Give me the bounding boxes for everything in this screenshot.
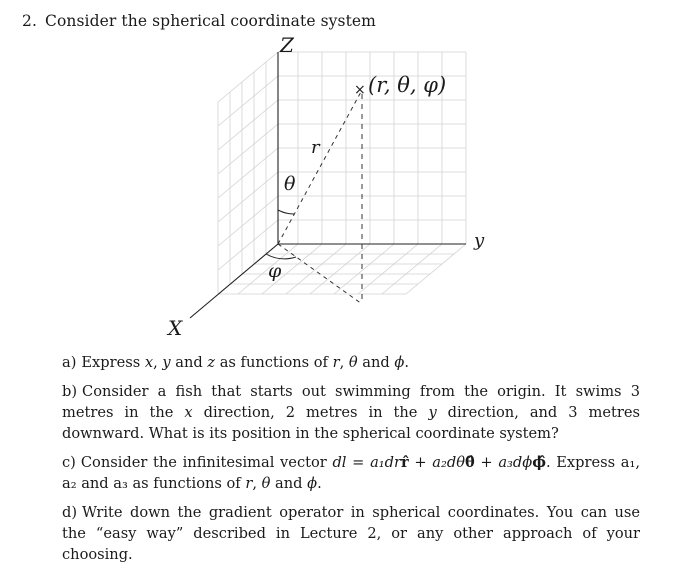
part-d-text: Write down the gradient operator in spherical coordinates. You can use the “easy way” described in Lecture 2, or any other approach of your choosing. bbox=[62, 504, 640, 563]
question-parts bbox=[62, 352, 640, 573]
math-theta: θ bbox=[261, 475, 271, 492]
math-dl-vector: dl bbox=[332, 454, 347, 471]
part-c bbox=[62, 452, 640, 494]
part-c-text: and bbox=[270, 475, 308, 492]
math-expression: = a₁dr bbox=[346, 454, 401, 471]
part-a-text: . bbox=[404, 354, 409, 371]
x-axis-line bbox=[190, 244, 278, 318]
part-c-text: Consider the infinitesimal vector bbox=[80, 454, 333, 471]
math-z: z bbox=[207, 354, 216, 371]
part-a-text: as functions of bbox=[215, 354, 333, 371]
part-a-tag: a) bbox=[62, 354, 77, 371]
part-a bbox=[62, 352, 640, 373]
part-c-text: , bbox=[252, 475, 262, 492]
part-b-text: direction, and 3 metres downward. What is its position in the spherical coordinate system? bbox=[62, 404, 640, 442]
part-a-text: and bbox=[170, 354, 208, 371]
part-b-text: direction, 2 metres in the bbox=[192, 404, 429, 421]
question-number: 2. bbox=[22, 12, 37, 30]
z-axis-label: Z bbox=[280, 33, 294, 57]
math-r: r bbox=[332, 354, 340, 371]
y-axis-label: y bbox=[474, 230, 485, 251]
radius-label: r bbox=[311, 137, 320, 158]
math-theta: θ bbox=[348, 354, 358, 371]
math-theta-hat: θ̂ bbox=[464, 454, 475, 471]
theta-label: θ bbox=[284, 173, 296, 195]
math-expression: + a₃dϕ bbox=[474, 454, 533, 471]
part-d bbox=[62, 502, 640, 565]
phi-label: φ bbox=[268, 260, 282, 282]
radius-vector-dashed bbox=[278, 90, 362, 244]
part-c-tag: c) bbox=[62, 454, 76, 471]
part-b-text: Consider a fish that starts out swimming from the origin. It swims 3 metres in the bbox=[62, 383, 640, 421]
math-expression: + a₂dθ bbox=[408, 454, 465, 471]
math-x: x bbox=[144, 354, 154, 371]
math-phi: ϕ bbox=[307, 475, 318, 492]
math-y: y bbox=[162, 354, 171, 371]
math-r-hat: r̂ bbox=[400, 454, 409, 471]
math-r: r bbox=[245, 475, 253, 492]
part-a-text: , bbox=[339, 354, 349, 371]
math-phi: ϕ bbox=[394, 354, 405, 371]
part-c-text: . Express a₁, a₂ and a₃ as functions of bbox=[62, 454, 640, 492]
part-d-tag: d) bbox=[62, 504, 78, 521]
question-title: Consider the spherical coordinate system bbox=[45, 12, 376, 30]
part-a-text: and bbox=[357, 354, 395, 371]
x-axis-label: X bbox=[168, 316, 183, 340]
part-c-text: . bbox=[317, 475, 322, 492]
part-a-text: , bbox=[153, 354, 163, 371]
part-b-tag: b) bbox=[62, 383, 78, 400]
point-marker-icon: × bbox=[354, 82, 366, 98]
part-b bbox=[62, 381, 640, 444]
math-x: x bbox=[184, 404, 193, 421]
math-y: y bbox=[428, 404, 437, 421]
part-a-text: Express bbox=[81, 354, 145, 371]
theta-angle-arc bbox=[278, 210, 294, 214]
point-coordinates-label: (r, θ, φ) bbox=[368, 73, 447, 97]
math-phi-hat: ϕ̂ bbox=[532, 454, 546, 471]
